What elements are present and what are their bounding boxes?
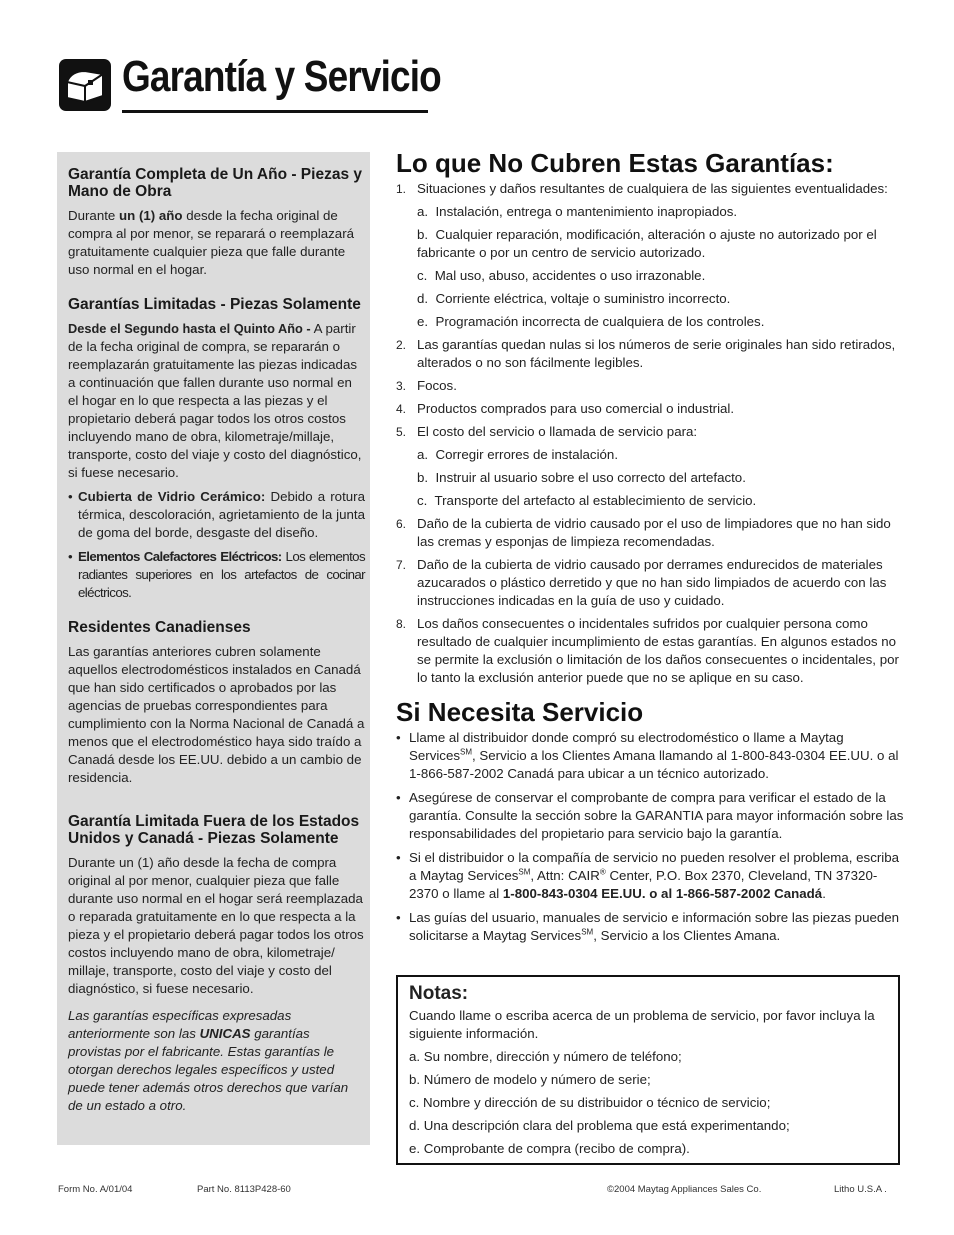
title-underline [122,110,428,113]
notes-intro: Cuando llame o escriba acerca de un problema de servicio, por favor incluya la siguiente información. [409,1008,875,1041]
item-text: El costo del servicio o llamada de servicio para: [417,424,698,439]
sub-letter: a. [417,447,429,462]
item-text: Las garantías quedan nulas si los números de serie originales han sido retirados, alterados o no son fácilmente legibles. [417,337,896,370]
item-text: Daño de la cubierta de vidrio causado por derrames endurecidos de materiales azucarados o plástico derretido y que no han sido limpiados de acuerdo con las instrucciones indicadas en la guía de uso y cuidado. [417,557,887,608]
list-item [396,615,906,687]
page-title: Garantía y Servicio [122,52,441,101]
sub-letter: b. [417,470,429,485]
sub-list-item [396,267,906,285]
litho-note: Litho U.S.A . [834,1184,887,1195]
notes-box [396,975,900,1165]
item-number: 6. [396,517,407,531]
sub-letter: c. [417,268,428,283]
sub-text: Instruir al usuario sobre el uso correcto del artefacto. [435,470,746,485]
sub-list-item [396,313,906,331]
exclusions-heading: Lo que No Cubren Estas Garantías: [396,148,834,178]
sub-text: Cualquier reparación, modificación, alteración o ajuste no autorizado por el fabricante o por un centro de servicio autorizado. [417,227,877,260]
canadian-residents-section [68,619,365,787]
sub-text: Corriente eléctrica, voltaje o suministro incorrecto. [435,291,731,306]
section-text: Durante un (1) año desde la fecha de compra original al por menor, cualquier pieza que falle durante uso normal en el hogar será reemplazada o reparada gratuitamente en lo que respecta a la pieza y el propietario deberá pagar todos los otros costos incluyendo mano de obra, kilometraje/ millaje, transporte, costo del viaje y costo del diagnóstico, si fuese necesario. [68,855,364,996]
list-item: e. Comprobante de compra (recibo de compra). [409,1141,690,1156]
list-item: d. Una descripción clara del problema que está experimentando; [409,1118,790,1133]
list-item [396,556,906,610]
section-heading: Residentes Canadienses [68,619,251,636]
sub-list-item [396,492,906,510]
sub-list-item [396,469,906,487]
disclaimer-text: Las garantías específicas expresadas anteriormente son las UNICAS garantías provistas por el fabricante. Estas garantías le otorgan derechos legales específicos y usted puede tener además otros derechos que varían de un estado a otro. [68,1008,349,1113]
copyright: ©2004 Maytag Appliances Sales Co. [607,1184,762,1195]
page-header [58,52,441,122]
sub-text: Programación incorrecta de cualquiera de los controles. [435,314,765,329]
item-number: 5. [396,425,407,439]
item-text: Focos. [417,378,457,393]
item-number: 1. [396,182,407,196]
sub-text: Instalación, entrega o mantenimiento inapropiados. [435,204,738,219]
sub-letter: b. [417,227,429,242]
outside-us-canada-section [68,813,365,1115]
list-item: • Llame al distribuidor donde compró su electrodoméstico o llame a Maytag Services℠, Servicio a los Clientes Amana llamando al 1-800-843-0304 EE.UU. o al 1-866-587-2002 Canadá para ubicar a un técnico autorizado. [396,730,899,781]
toolbox-icon [58,58,112,112]
sub-letter: d. [417,291,429,306]
list-item: • Asegúrese de conservar el comprobante de compra para verificar el estado de la garantía. Consulte la sección sobre la GARANTIA para mayor información sobre las responsabilidades del propietario para servicio bajo la garantía. [396,790,904,841]
full-warranty-section [68,166,365,279]
item-number: 7. [396,558,407,572]
section-text: Desde el Segundo hasta el Quinto Año - A partir de la fecha original de compra, se repararán o reemplazarán gratuitamente las piezas indicadas a continuación que fallen durante uso normal en el hogar en lo que respecta a las piezas y el propietario deberá pagar todos los otros costos incluyendo mano de obra, kilometraje/millaje, transporte, costo del viaje y costo del diagnóstico, si fuese necesario. [68,321,362,480]
sub-list-item [396,446,906,464]
list-item [396,180,906,198]
limited-warranty-section [68,296,365,602]
list-item: a. Su nombre, dirección y número de teléfono; [409,1049,682,1064]
list-item [396,423,906,441]
form-number: Form No. A/01/04 [58,1184,133,1195]
notes-heading: Notas: [409,983,469,1004]
item-text: Situaciones y daños resultantes de cualquiera de las siguientes eventualidades: [417,181,888,196]
sub-text: Corregir errores de instalación. [435,447,619,462]
sub-letter: e. [417,314,429,329]
sub-list-item [396,290,906,308]
list-item [396,400,906,418]
section-heading: Garantías Limitadas - Piezas Solamente [68,296,361,313]
item-text: Productos comprados para uso comercial o industrial. [417,401,735,416]
service-heading: Si Necesita Servicio [396,697,644,727]
sub-list-item [396,203,906,221]
list-item: b. Número de modelo y número de serie; [409,1072,651,1087]
section-text: Durante un (1) año desde la fecha original de compra al por menor, se reparará o reemplazará gratuitamente cualquier pieza que falle durante uso normal en el hogar. [68,208,355,277]
sub-text: Transporte del artefacto al establecimiento de servicio. [434,493,757,508]
sub-list-item [396,226,906,262]
list-item: c. Nombre y dirección de su distribuidor o técnico de servicio; [409,1095,771,1110]
section-heading: Garantía Completa de Un Año - Piezas y Mano de Obra [68,166,362,200]
list-item [396,377,906,395]
service-list [396,729,906,945]
item-text: Los daños consecuentes o incidentales sufridos por cualquier persona como resultado de cualquier incumplimiento de estas garantías. En algunos estados no se permite la exclusión o limitación de los daños consecuentes o incidentales, por lo tanto la exclusión anterior puede que no se aplique en su caso. [417,616,899,685]
list-item: • Si el distribuidor o la compañía de servicio no pueden resolver el problema, escriba a Maytag Services℠, Attn: CAIR® Center, P.O. Box 2370, Cleveland, TN 37320-2370 o llame al 1-800-843-0304 EE.UU. o al 1-866-587-2002 Canadá. [396,850,900,901]
list-item [396,336,906,372]
warranty-sidebar [57,152,370,1145]
item-number: 8. [396,617,407,631]
item-text: Daño de la cubierta de vidrio causado por el uso de limpiadores que no han sido las cremas y esponjas de limpieza recomendadas. [417,516,891,549]
part-number: Part No. 8113P428-60 [197,1184,291,1195]
sub-letter: a. [417,204,429,219]
item-number: 3. [396,379,407,393]
list-item: • Cubierta de Vidrio Cerámico: Debido a rotura térmica, descoloración, agrietamiento de la junta de goma del borde, desgaste del diseño. [68,489,365,540]
section-text: Las garantías anteriores cubren solamente aquellos electrodomésticos instalados en Canadá que han sido certificados o aprobados por las agencias de pruebas correspondientes para cumplimiento con la Norma Nacional de Canadá a menos que el electrodoméstico haya sido traído a Canadá desde los EE.UU. debido a un cambio de residencia. [68,644,365,785]
exclusions-list [396,180,906,687]
section-heading: Garantía Limitada Fuera de los Estados Unidos y Canadá - Piezas Solamente [68,813,360,847]
item-number: 4. [396,402,407,416]
list-item [396,515,906,551]
list-item: • Las guías del usuario, manuales de servicio e información sobre las piezas pueden solicitarse a Maytag Services℠, Servicio a los Clientes Amana. [396,910,900,943]
sub-text: Mal uso, abuso, accidentes o uso irrazonable. [434,268,706,283]
item-number: 2. [396,338,407,352]
list-item: • Elementos Calefactores Eléctricos: Los elementos radiantes superiores en los artefactos de cocinar eléctricos. [68,549,366,600]
sub-letter: c. [417,493,428,508]
exclusions-and-service [396,148,906,951]
